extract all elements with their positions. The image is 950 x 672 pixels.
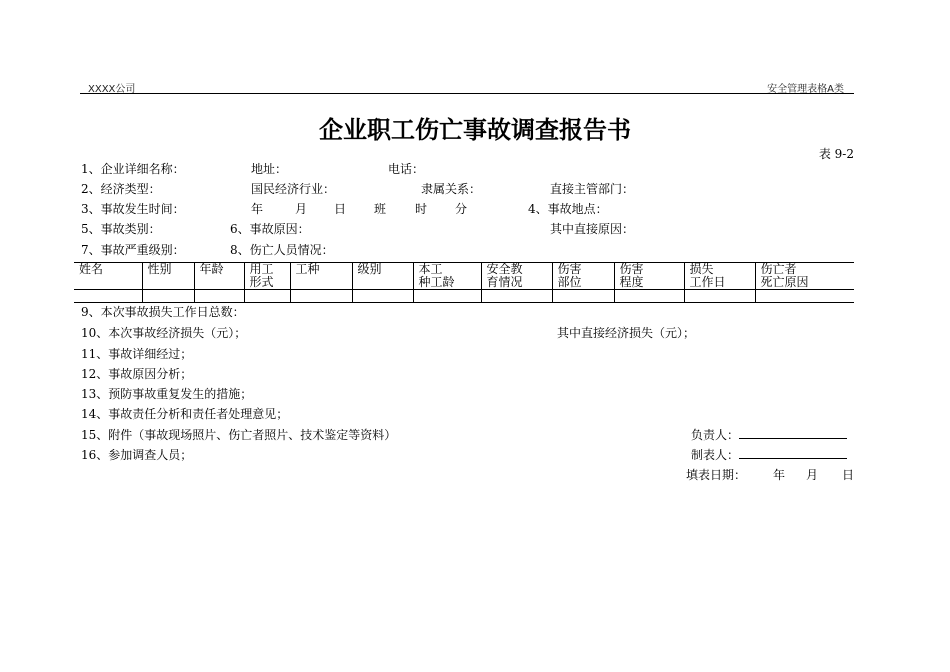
form-category: 安全管理表格A类 bbox=[767, 84, 844, 95]
table-row bbox=[74, 290, 854, 303]
table-header-text: 姓名 bbox=[79, 262, 104, 276]
company-name-label: 1、企业详细名称： bbox=[81, 162, 185, 176]
form-number: 表 9-2 bbox=[818, 147, 854, 161]
shift-label: 班 bbox=[374, 202, 387, 216]
table-header-text: 年龄 bbox=[199, 262, 224, 276]
table-header-row bbox=[74, 263, 854, 290]
cause-analysis-label: 12、事故原因分析； bbox=[81, 367, 193, 381]
table-cell[interactable] bbox=[142, 290, 194, 303]
table-header-cell bbox=[552, 263, 614, 290]
table-header-text: 种工龄 bbox=[418, 275, 455, 289]
fill-month-label: 月 bbox=[806, 468, 819, 482]
table-header-text: 工种 bbox=[295, 262, 320, 276]
affiliation-label: 隶属关系： bbox=[421, 182, 482, 196]
preparer-signature-line[interactable] bbox=[739, 447, 847, 459]
table-cell[interactable] bbox=[614, 290, 684, 303]
prevention-measures-label: 13、预防事故重复发生的措施； bbox=[81, 387, 253, 401]
preparer-label: 制表人： bbox=[691, 448, 740, 462]
table-header-cell bbox=[614, 263, 684, 290]
responsible-person bbox=[691, 426, 847, 443]
table-header-text: 部位 bbox=[557, 275, 582, 289]
table-header-text: 工作日 bbox=[689, 275, 726, 289]
year-label: 年 bbox=[251, 202, 264, 216]
table-header-text: 伤害 bbox=[619, 262, 644, 276]
table-cell[interactable] bbox=[755, 290, 854, 303]
table-cell[interactable] bbox=[74, 290, 142, 303]
table-cell[interactable] bbox=[290, 290, 352, 303]
direct-economic-loss-label: 其中直接经济损失（元）； bbox=[557, 326, 696, 340]
page-title: 企业职工伤亡事故调查报告书 bbox=[319, 115, 631, 144]
fill-year-label: 年 bbox=[773, 468, 786, 482]
header-rule bbox=[80, 93, 854, 94]
table-header-cell bbox=[755, 263, 854, 290]
fill-date-label: 填表日期： bbox=[686, 468, 747, 482]
table-header-text: 级别 bbox=[357, 262, 382, 276]
responsible-signature-line[interactable] bbox=[739, 427, 847, 439]
responsibility-analysis-label: 14、事故责任分析和责任者处理意见； bbox=[81, 407, 289, 421]
table-header-text: 程度 bbox=[619, 275, 644, 289]
table-header-cell bbox=[481, 263, 552, 290]
hour-label: 时 bbox=[415, 202, 428, 216]
phone-label: 电话： bbox=[388, 162, 425, 176]
table-cell[interactable] bbox=[413, 290, 481, 303]
economy-type-label: 2、经济类型： bbox=[81, 182, 161, 196]
day-label: 日 bbox=[334, 202, 347, 216]
table-header-text: 安全教 bbox=[486, 262, 523, 276]
economic-loss-label: 10、本次事故经济损失（元）； bbox=[81, 326, 247, 340]
table-header-text: 性别 bbox=[147, 262, 172, 276]
table-header-cell bbox=[413, 263, 481, 290]
table-cell[interactable] bbox=[194, 290, 244, 303]
table-header-text: 损失 bbox=[689, 262, 714, 276]
table-header-cell bbox=[142, 263, 194, 290]
table-header-text: 用工 bbox=[249, 262, 274, 276]
responsible-label: 负责人： bbox=[691, 428, 740, 442]
industry-label: 国民经济行业： bbox=[251, 182, 336, 196]
table-header-cell bbox=[684, 263, 755, 290]
accident-category-label: 5、事故类别： bbox=[81, 222, 161, 236]
accident-details-label: 11、事故详细经过； bbox=[81, 347, 193, 361]
table-header-cell bbox=[194, 263, 244, 290]
accident-cause-label: 6、事故原因： bbox=[230, 222, 310, 236]
table-header-cell bbox=[74, 263, 142, 290]
accident-place-label: 4、事故地点： bbox=[528, 202, 608, 216]
minute-label: 分 bbox=[455, 202, 468, 216]
fill-day-label: 日 bbox=[842, 468, 855, 482]
table-header-cell bbox=[352, 263, 413, 290]
preparer bbox=[691, 446, 847, 463]
investigators-label: 16、参加调查人员； bbox=[81, 448, 193, 462]
table-header-text: 形式 bbox=[249, 275, 274, 289]
company-name: XXXX公司 bbox=[88, 84, 136, 95]
severity-label: 7、事故严重级别： bbox=[81, 243, 185, 257]
table-cell[interactable] bbox=[684, 290, 755, 303]
table-cell[interactable] bbox=[481, 290, 552, 303]
table-header-text: 育情况 bbox=[486, 275, 523, 289]
direct-cause-label: 其中直接原因： bbox=[550, 222, 635, 236]
table-header-text: 死亡原因 bbox=[760, 275, 809, 289]
table-cell[interactable] bbox=[244, 290, 290, 303]
table-cell[interactable] bbox=[352, 290, 413, 303]
table-header-text: 伤亡者 bbox=[760, 262, 797, 276]
supervisor-dept-label: 直接主管部门： bbox=[550, 182, 635, 196]
month-label: 月 bbox=[295, 202, 308, 216]
attachments-label: 15、附件（事故现场照片、伤亡者照片、技术鉴定等资料） bbox=[81, 428, 397, 442]
lost-workdays-label: 9、本次事故损失工作日总数： bbox=[81, 305, 245, 319]
casualty-table bbox=[74, 262, 854, 303]
accident-time-label: 3、事故发生时间： bbox=[81, 202, 185, 216]
address-label: 地址： bbox=[251, 162, 288, 176]
table-header-cell bbox=[290, 263, 352, 290]
table-header-cell bbox=[244, 263, 290, 290]
table-header-text: 本工 bbox=[418, 262, 443, 276]
table-header-text: 伤害 bbox=[557, 262, 582, 276]
casualty-label: 8、伤亡人员情况： bbox=[230, 243, 334, 257]
table-cell[interactable] bbox=[552, 290, 614, 303]
